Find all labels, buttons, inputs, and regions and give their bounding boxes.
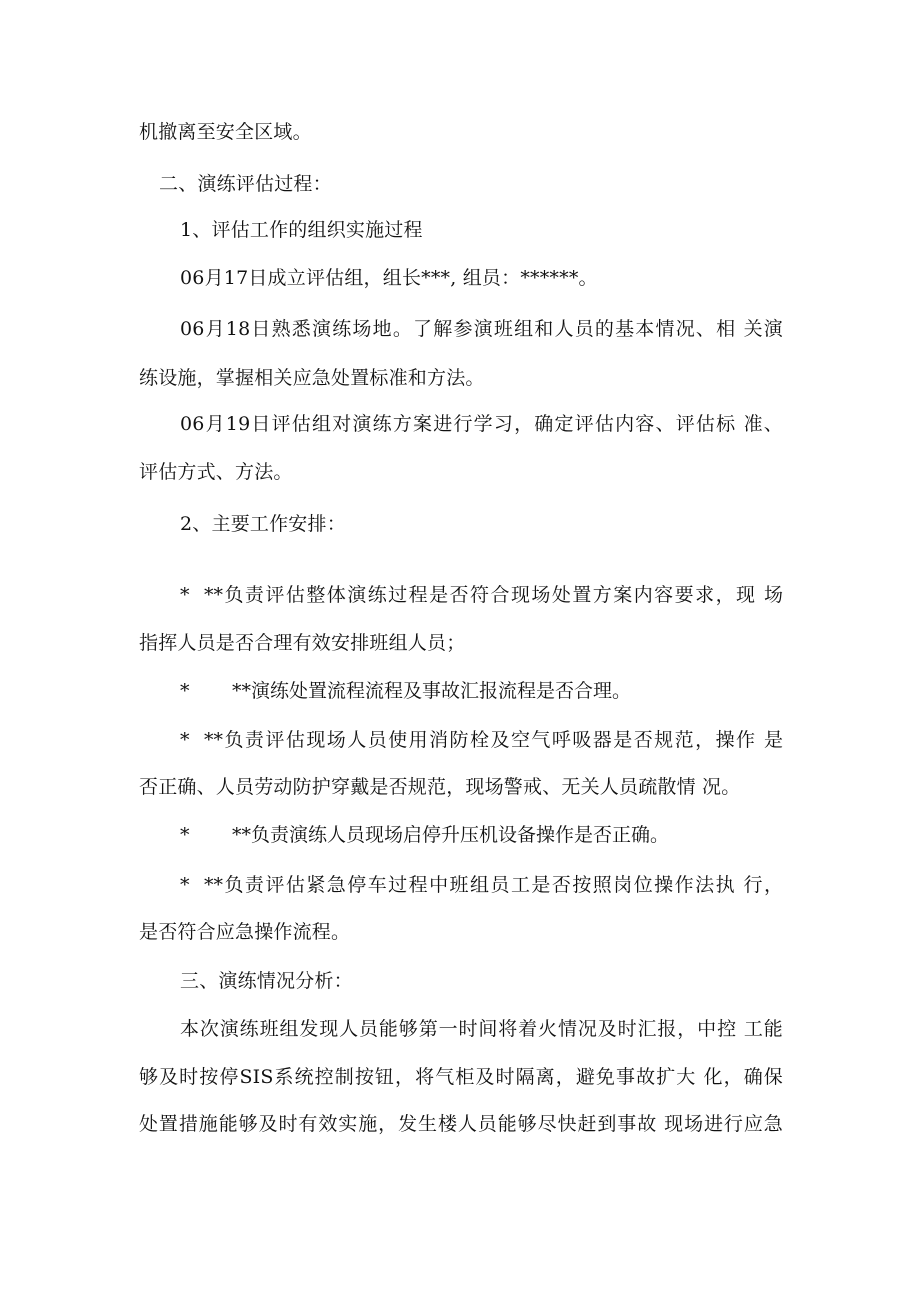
section-heading: 二、演练评估过程：: [159, 173, 332, 195]
paragraph-line: 处置措施能够及时有效实施，发生楼人员能够尽快赶到事故 现场进行应急: [139, 1113, 783, 1135]
list-item: [180, 728, 783, 752]
list-item-text: **负责评估现场人员使用消防栓及空气呼吸器是否规范，操作 是: [204, 729, 783, 751]
list-item: [180, 873, 783, 897]
paragraph-line: 够及时按停SIS系统控制按钮，将气柜及时隔离，避免事故扩大 化，确保: [139, 1066, 783, 1088]
paragraph-line: 06月19日评估组对演练方案进行学习，确定评估内容、评估标 准、: [180, 413, 783, 435]
list-item-text: **负责演练人员现场启停升压机设备操作是否正确。: [232, 824, 670, 846]
paragraph-line: 本次演练班组发现人员能够第一时间将着火情况及时汇报，中控 工能: [180, 1018, 783, 1040]
paragraph-line: 指挥人员是否合理有效安排班组人员；: [139, 632, 466, 654]
paragraph-line: 练设施，掌握相关应急处置标准和方法。: [139, 367, 485, 389]
list-item-text: **演练处置流程流程及事故汇报流程是否合理。: [232, 680, 632, 702]
list-item-text: **负责评估紧急停车过程中班组员工是否按照岗位操作法执 行，: [204, 874, 783, 896]
bullet-marker: *: [180, 729, 190, 751]
list-item: [180, 823, 783, 847]
section-heading: 三、演练情况分析：: [180, 970, 353, 992]
paragraph-line: 否正确、人员劳动防护穿戴是否规范，现场警戒、无关人员疏散情 况。: [139, 776, 741, 798]
list-item: [180, 583, 783, 607]
bullet-marker: *: [180, 680, 190, 702]
paragraph-line: 06月18日熟悉演练场地。了解参演班组和人员的基本情况、相 关演: [180, 318, 783, 340]
paragraph-line: 06月17日成立评估组，组长***, 组员：******。: [180, 267, 598, 289]
bullet-marker: *: [180, 584, 190, 606]
subsection-heading: 1、评估工作的组织实施过程: [180, 219, 423, 241]
bullet-marker: *: [180, 824, 190, 846]
list-item-text: **负责评估整体演练过程是否符合现场处置方案内容要求，现 场: [204, 584, 783, 606]
subsection-heading: 2、主要工作安排：: [180, 513, 346, 535]
bullet-marker: *: [180, 874, 190, 896]
paragraph-line: 是否符合应急操作流程。: [139, 921, 351, 943]
list-item: [180, 679, 783, 703]
paragraph-line: 机撤离至安全区域。: [139, 121, 312, 143]
paragraph-line: 评估方式、方法。: [139, 461, 293, 483]
